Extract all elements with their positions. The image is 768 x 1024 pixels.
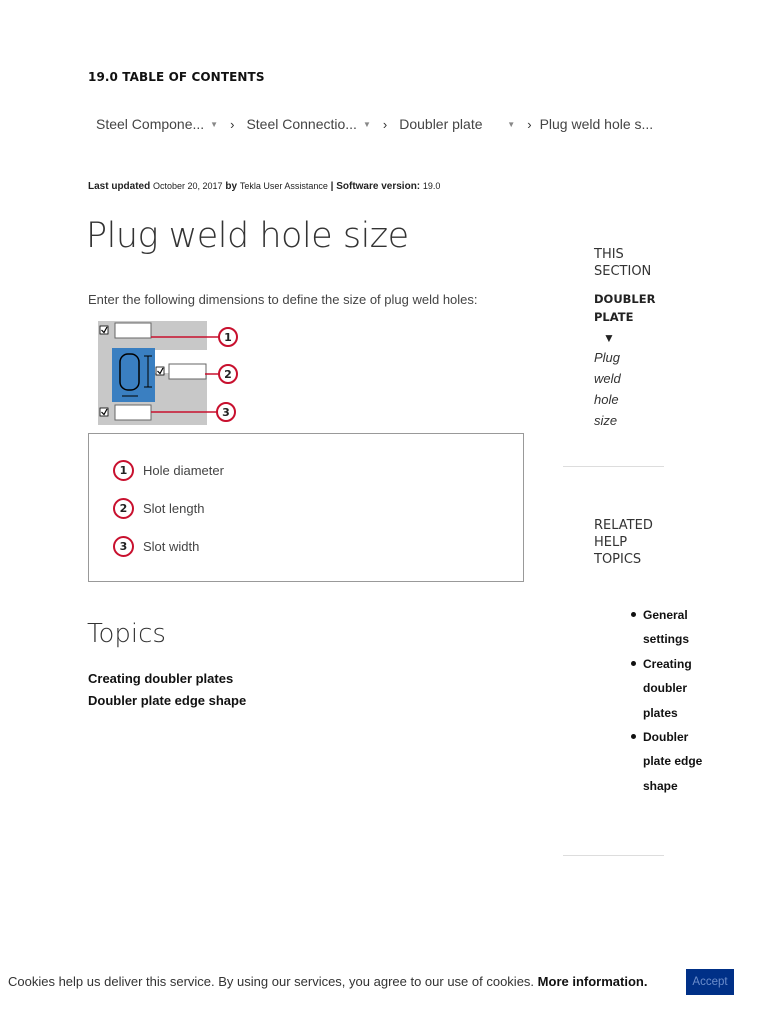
chevron-right-icon: › (230, 116, 235, 132)
related-topics-list (631, 603, 711, 798)
legend-item (113, 498, 204, 519)
author: Tekla User Assistance (239, 181, 328, 191)
last-updated-date: October 20, 2017 (153, 181, 223, 191)
cookie-banner-text (8, 972, 648, 991)
related-topics-heading: RELATED HELP TOPICS (594, 518, 653, 567)
page-meta (88, 181, 440, 192)
breadcrumb-item-doubler-plate[interactable] (391, 112, 523, 136)
dropdown-caret-icon[interactable]: ▼ (210, 119, 219, 129)
related-link-doubler-plate-edge-shape[interactable]: Doubler plate edge shape (631, 725, 711, 798)
chevron-right-icon: › (527, 116, 532, 132)
chevron-right-icon: › (382, 116, 388, 132)
breadcrumb-label: Steel Compone... (96, 116, 205, 132)
sidebar-divider (563, 466, 664, 467)
legend-number-badge: 2 (113, 498, 134, 519)
breadcrumb-label: Doubler plate (399, 116, 483, 132)
dropdown-caret-icon[interactable]: ▼ (362, 119, 371, 129)
topic-link-doubler-plate-edge-shape[interactable]: Doubler plate edge shape (88, 693, 247, 708)
this-section-heading: THIS SECTION (594, 247, 652, 279)
software-version-label: | Software version: (330, 181, 421, 192)
section-parent-link[interactable]: DOUBLER PLATE (594, 292, 656, 324)
callout-number: 3 (222, 406, 230, 419)
plug-weld-diagram (98, 321, 248, 425)
legend-number-badge: 1 (113, 460, 134, 481)
breadcrumb-label: Steel Connectio... (246, 116, 357, 132)
by-label: by (225, 181, 238, 192)
breadcrumb-current: Plug weld hole s... (539, 116, 654, 132)
topics-heading: Topics (87, 619, 166, 649)
legend-number-badge: 3 (113, 536, 134, 557)
breadcrumb (88, 112, 657, 136)
expand-arrow-icon: ▼ (603, 331, 615, 345)
legend-item (113, 460, 224, 481)
toc-title[interactable]: 19.0 TABLE OF CONTENTS (88, 70, 265, 84)
page-title: Plug weld hole size (86, 216, 409, 256)
section-current-page[interactable]: Plug weld hole size (594, 350, 621, 428)
more-information-link[interactable]: More information. (537, 974, 648, 989)
legend-label: Slot width (143, 539, 200, 554)
topic-link-creating-doubler-plates[interactable]: Creating doubler plates (88, 671, 234, 686)
breadcrumb-item-steel-connections[interactable] (238, 112, 378, 136)
callout-number: 2 (224, 368, 232, 381)
intro-text: Enter the following dimensions to define the size of plug weld holes: (88, 292, 478, 307)
legend-box (88, 433, 524, 582)
callout-number: 1 (224, 331, 232, 344)
related-link-creating-doubler-plates[interactable]: Creating doubler plates (631, 652, 711, 725)
dropdown-caret-icon[interactable]: ▼ (507, 119, 516, 129)
legend-label: Hole diameter (143, 463, 224, 478)
related-link-general-settings[interactable]: General settings (631, 603, 711, 652)
software-version: 19.0 (422, 181, 441, 191)
legend-label: Slot length (143, 501, 205, 516)
last-updated-label: Last updated (88, 181, 151, 192)
breadcrumb-item-steel-components[interactable] (88, 112, 226, 136)
cookie-message: Cookies help us deliver this service. By using our services, you agree to our use of cookies. (8, 974, 535, 989)
accept-cookies-button[interactable]: Accept (686, 969, 734, 995)
sidebar-divider (563, 855, 664, 856)
legend-item (113, 536, 199, 557)
